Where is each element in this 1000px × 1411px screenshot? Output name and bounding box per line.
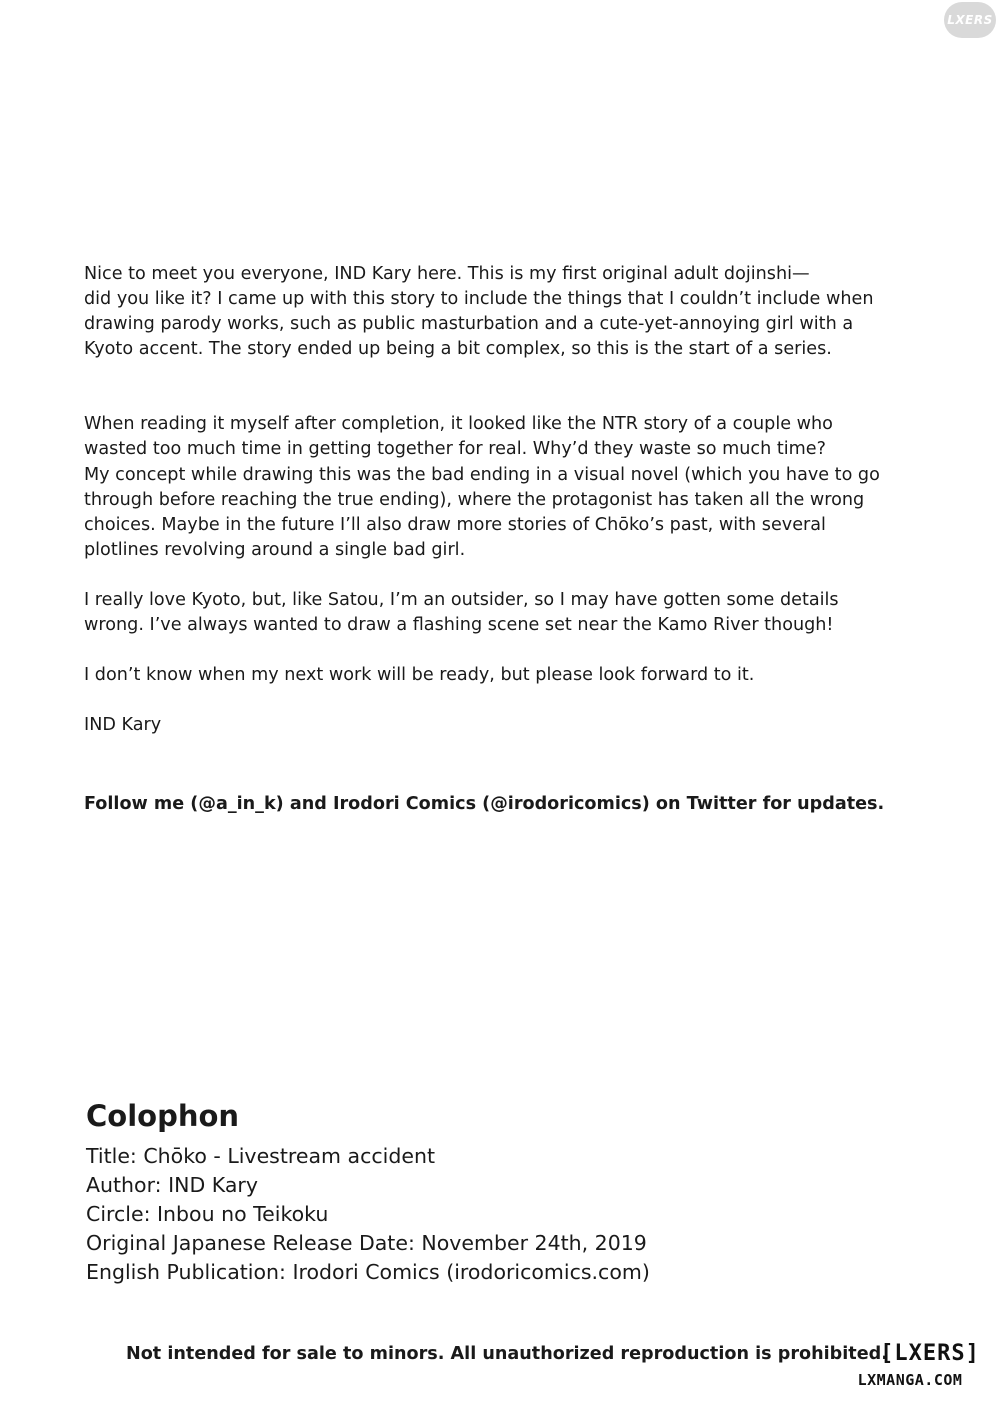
legal-notice: Not intended for sale to minors. All unauthorized reproduction is prohibited. (126, 1344, 888, 1364)
afterword-paragraph-3 (84, 588, 944, 638)
afterword-signature (84, 713, 944, 738)
colophon-title-row: Title: Chōko - Livestream accident (86, 1144, 435, 1168)
text-line: My concept while drawing this was the bad ending in a visual novel (which you have to go (84, 464, 880, 485)
text-line: I really love Kyoto, but, like Satou, I’m an outsider, so I may have gotten some details (84, 589, 839, 610)
text-line: choices. Maybe in the future I’ll also draw more stories of Chōko’s past, with several (84, 514, 826, 535)
afterword-paragraph-1 (84, 262, 944, 362)
text-line: wasted too much time in getting together for real. Why’d they waste so much time? (84, 439, 826, 460)
colophon-release-date-row: Original Japanese Release Date: November 24th, 2019 (86, 1231, 647, 1255)
colophon-author-row: Author: IND Kary (86, 1173, 258, 1197)
text-line: When reading it myself after completion, it looked like the NTR story of a couple who (84, 414, 833, 435)
colophon-circle-row: Circle: Inbou no Teikoku (86, 1202, 329, 1226)
text-line: through before reaching the true ending), where the protagonist has taken all the wrong (84, 489, 865, 510)
afterword-paragraph-4 (84, 663, 944, 688)
text-line: plotlines revolving around a single bad girl. (84, 539, 466, 560)
lxmanga-watermark (857, 1340, 992, 1392)
text-line: Nice to meet you everyone, IND Kary here. This is my first original adult dojinshi— (84, 264, 810, 284)
colophon-section (86, 1096, 650, 1287)
text-line: wrong. I’ve always wanted to draw a flashing scene set near the Kamo River though! (84, 615, 834, 636)
text-line: Kyoto accent. The story ended up being a bit complex, so this is the start of a series. (84, 339, 832, 360)
text-line: drawing parody works, such as public masturbation and a cute-yet-annoying girl with a (84, 314, 854, 335)
colophon-heading: Colophon (86, 1099, 240, 1133)
text-line: IND Kary (84, 715, 162, 736)
colophon-publication-row: English Publication: Irodori Comics (irodoricomics.com) (86, 1260, 650, 1284)
follow-on-twitter-note: Follow me (@a_in_k) and Irodori Comics (@irodoricomics) on Twitter for updates. (84, 794, 885, 814)
afterword-letter (84, 262, 944, 738)
text-line: did you like it? I came up with this story to include the things that I couldn’t include when (84, 289, 874, 310)
afterword-paragraph-2 (84, 412, 944, 563)
lxers-watermark-badge: LXERS (944, 2, 996, 38)
brand-top-text: [LXERS] (880, 1341, 980, 1366)
brand-bottom-text: LXMANGA.COM (857, 1371, 963, 1389)
text-line: I don’t know when my next work will be ready, but please look forward to it. (84, 665, 755, 686)
